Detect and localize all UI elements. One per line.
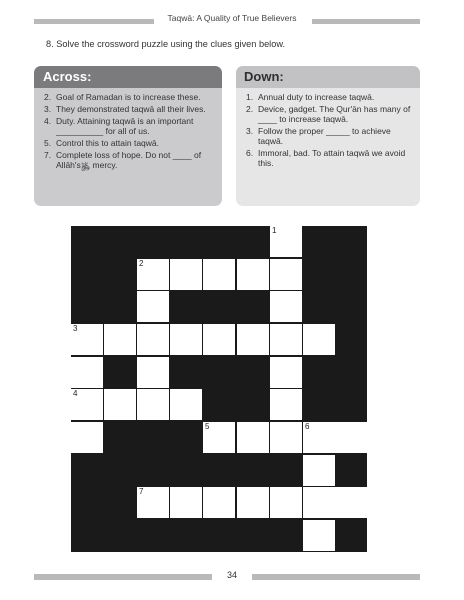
- down-clue: [246, 104, 414, 124]
- crossword-cell[interactable]: [270, 226, 302, 257]
- across-title: Across:: [43, 69, 92, 84]
- clue-text: They demonstrated taqwā all their lives.: [56, 104, 206, 114]
- clue-number-label: 3: [73, 324, 78, 333]
- crossword-cell[interactable]: [137, 487, 169, 518]
- down-clue: [246, 148, 414, 168]
- crossword-cell[interactable]: [137, 291, 169, 322]
- crossword-cell[interactable]: [170, 324, 202, 355]
- down-clue: [246, 92, 414, 102]
- across-clue-list: [44, 92, 216, 172]
- down-panel-header: [236, 66, 420, 88]
- crossword-cell[interactable]: [270, 291, 302, 322]
- clue-number: 3.: [44, 104, 52, 114]
- crossword-cell[interactable]: [303, 520, 335, 551]
- crossword-cell[interactable]: [71, 324, 103, 355]
- clue-text: Goal of Ramadan is to increase these.: [56, 92, 201, 102]
- crossword-cell[interactable]: [137, 259, 169, 290]
- across-clues-panel: [34, 66, 222, 206]
- clue-number-label: 2: [139, 259, 144, 268]
- crossword-cell[interactable]: [270, 487, 302, 518]
- crossword-cell[interactable]: [237, 422, 269, 453]
- crossword-cell[interactable]: [237, 324, 269, 355]
- across-clue: [44, 116, 216, 136]
- header-rule-left: [34, 19, 154, 24]
- crossword-cell[interactable]: [270, 389, 302, 420]
- crossword-cell[interactable]: [137, 389, 169, 420]
- clue-number-label: 4: [73, 389, 78, 398]
- crossword-cell[interactable]: [270, 259, 302, 290]
- clue-number: 5.: [44, 138, 52, 148]
- clue-text: Annual duty to increase taqwā.: [258, 92, 375, 102]
- clue-number: 2.: [44, 92, 52, 102]
- crossword-cell[interactable]: [71, 357, 103, 388]
- across-clue: [44, 104, 216, 114]
- crossword-cell[interactable]: [270, 324, 302, 355]
- clue-text: Follow the proper _____ to achieve taqwā.: [258, 126, 391, 146]
- crossword-cell[interactable]: [71, 389, 103, 420]
- crossword-cell[interactable]: [303, 324, 335, 355]
- clue-number: 2.: [246, 104, 254, 114]
- clue-number: 1.: [246, 92, 254, 102]
- crossword-cell[interactable]: [170, 389, 202, 420]
- crossword-cell[interactable]: [303, 422, 335, 453]
- crossword-cell[interactable]: [137, 324, 169, 355]
- down-clues-panel: [236, 66, 420, 206]
- crossword-cell[interactable]: [303, 487, 335, 518]
- clue-text: Immoral, bad. To attain taqwā we avoid this.: [258, 148, 406, 168]
- clue-number: 7.: [44, 150, 52, 160]
- crossword-cell[interactable]: [104, 389, 136, 420]
- clue-number: 4.: [44, 116, 52, 126]
- crossword-cell[interactable]: [303, 455, 335, 486]
- crossword-cell[interactable]: [170, 487, 202, 518]
- clue-number-label: 7: [139, 487, 144, 496]
- crossword-cell[interactable]: [137, 357, 169, 388]
- crossword-cell[interactable]: [335, 487, 367, 518]
- running-header-title: Taqwā: A Quality of True Believers: [167, 13, 297, 23]
- page-number: 34: [226, 570, 237, 580]
- crossword-cell[interactable]: [203, 487, 235, 518]
- down-title: Down:: [244, 69, 284, 84]
- clue-number-label: 5: [205, 422, 210, 431]
- down-clue: [246, 126, 414, 146]
- crossword-cell[interactable]: [203, 324, 235, 355]
- across-clue: [44, 138, 216, 148]
- clue-text: Device, gadget. The Qur'ān has many of ____ to increase taqwā.: [258, 104, 411, 124]
- crossword-cell[interactable]: [203, 259, 235, 290]
- across-panel-header: [34, 66, 222, 88]
- footer-rule-right: [252, 574, 420, 580]
- clue-number: 3.: [246, 126, 254, 136]
- down-clue-list: [246, 92, 414, 170]
- crossword-cell[interactable]: [237, 487, 269, 518]
- clue-text: Control this to attain taqwā.: [56, 138, 160, 148]
- crossword-cell[interactable]: [104, 324, 136, 355]
- header-rule-right: [312, 19, 420, 24]
- exercise-instruction: 8. Solve the crossword puzzle using the clues given below.: [46, 39, 286, 49]
- crossword-cell[interactable]: [237, 259, 269, 290]
- crossword-cell[interactable]: [270, 357, 302, 388]
- footer-rule-left: [34, 574, 212, 580]
- clue-text: Complete loss of hope. Do not ____ of Allāh's﷿ mercy.: [56, 150, 202, 170]
- across-clue: [44, 92, 216, 102]
- clue-number: 6.: [246, 148, 254, 158]
- crossword-cell[interactable]: [335, 422, 367, 453]
- clue-text: Duty. Attaining taqwā is an important __________ for all of us.: [56, 116, 194, 136]
- crossword-cell[interactable]: [170, 259, 202, 290]
- crossword-grid: [71, 226, 367, 552]
- across-clue: [44, 150, 216, 170]
- crossword-cell[interactable]: [71, 422, 103, 453]
- crossword-cell[interactable]: [270, 422, 302, 453]
- clue-number-label: 1: [272, 226, 277, 235]
- crossword-cell[interactable]: [203, 422, 235, 453]
- clue-number-label: 6: [305, 422, 310, 431]
